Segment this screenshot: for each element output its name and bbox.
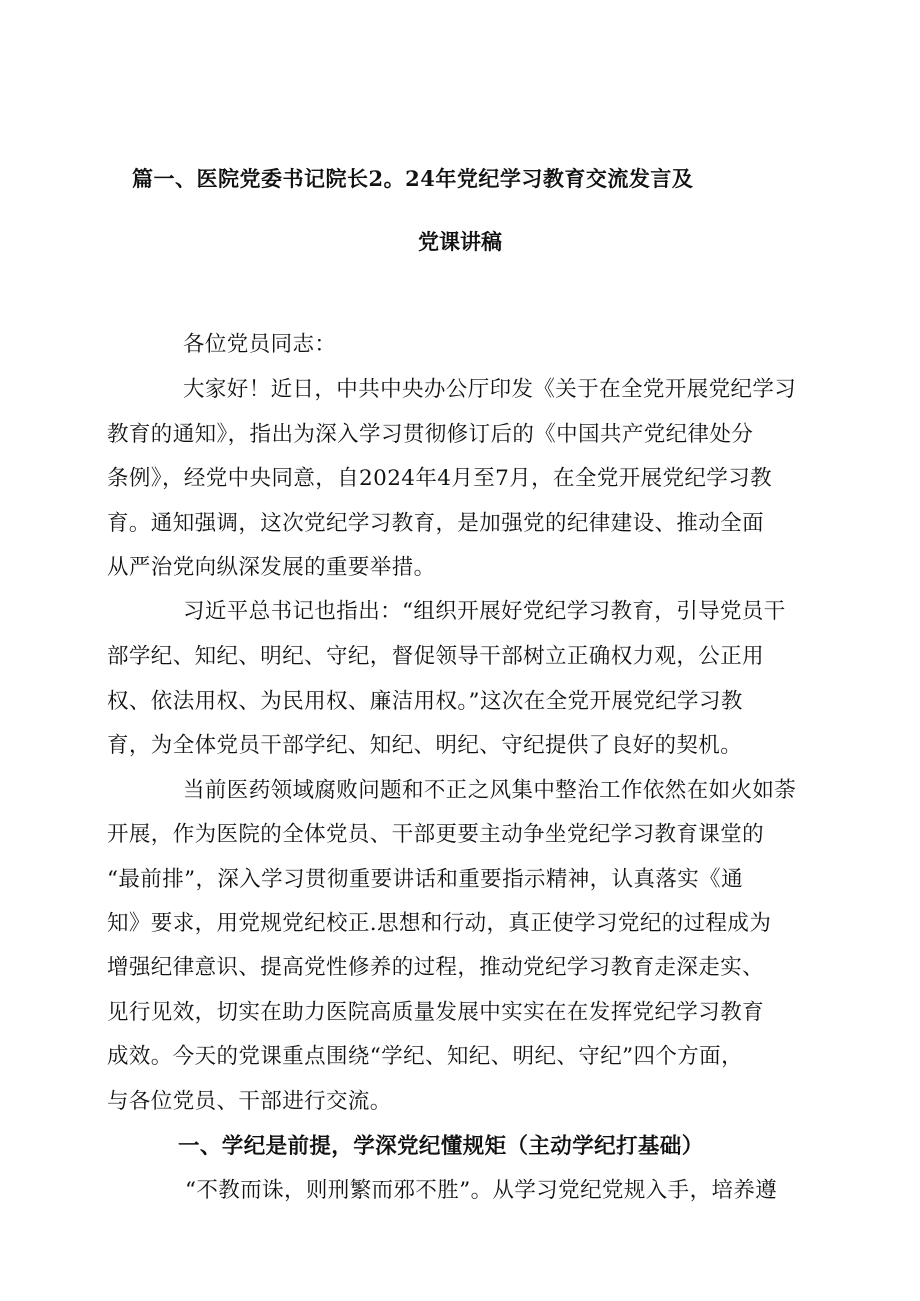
paragraph-line: 部学纪、知纪、明纪、守纪，督促领导干部树立正确权力观，公正用 bbox=[107, 644, 765, 669]
paragraph-line: 权、依法用权、为民用权、廉洁用权。”这次在全党开展党纪学习教 bbox=[107, 689, 743, 714]
document-title-line-1: 篇一、医院党委书记院长2。24年党纪学习教育交流发言及 bbox=[132, 166, 694, 191]
paragraph-line: 见行见效，切实在助力医院高质量发展中实实在在发挥党纪学习教育 bbox=[107, 1000, 765, 1025]
paragraph-line: 开展，作为医院的全体党员、干部更要主动争坐党纪学习教育课堂的 bbox=[107, 822, 765, 847]
paragraph-line: 教育的通知》，指出为深入学习贯彻修订后的《中国共产党纪律处分 bbox=[107, 422, 754, 447]
paragraph-line: 当前医药领域腐败问题和不正之风集中整治工作依然在如火如荼 bbox=[183, 778, 797, 803]
paragraph-line: 大家好！近日，中共中央办公厅印发《关于在全党开展党纪学习 bbox=[183, 377, 797, 402]
paragraph-line: 从严治党向纵深发展的重要举措。 bbox=[107, 555, 436, 580]
document-title-line-2: 党课讲稿 bbox=[418, 229, 502, 254]
paragraph-line: 条例》，经党中央同意，自2024年4月至7月，在全党开展党纪学习教 bbox=[107, 466, 773, 491]
paragraph-line: 知》要求，用党规党纪校正.思想和行动，真正使学习党纪的过程成为 bbox=[107, 911, 772, 936]
section-heading: 一、学纪是前提，学深党纪懂规矩（主动学纪打基础） bbox=[178, 1134, 704, 1159]
paragraph-line: 习近平总书记也指出：“组织开展好党纪学习教育，引导党员干 bbox=[183, 599, 786, 624]
paragraph-line: 育。通知强调，这次党纪学习教育，是加强党的纪律建设、推动全面 bbox=[107, 511, 765, 536]
paragraph-line: “不教而诛，则刑繁而邪不胜”。从学习党纪党规入手，培养遵 bbox=[185, 1178, 778, 1203]
paragraph-line: 增强纪律意识、提高党性修养的过程，推动党纪学习教育走深走实、 bbox=[107, 955, 765, 980]
paragraph-line: 育，为全体党员干部学纪、知纪、明纪、守纪提供了良好的契机。 bbox=[107, 733, 743, 758]
salutation: 各位党员同志： bbox=[183, 332, 337, 357]
paragraph-line: “最前排”，深入学习贯彻重要讲话和重要指示精神，认真落实《通 bbox=[107, 867, 743, 892]
paragraph-line: 成效。今天的党课重点围绕“学纪、知纪、明纪、守纪”四个方面， bbox=[107, 1044, 743, 1069]
paragraph-line: 与各位党员、干部进行交流。 bbox=[107, 1089, 392, 1114]
